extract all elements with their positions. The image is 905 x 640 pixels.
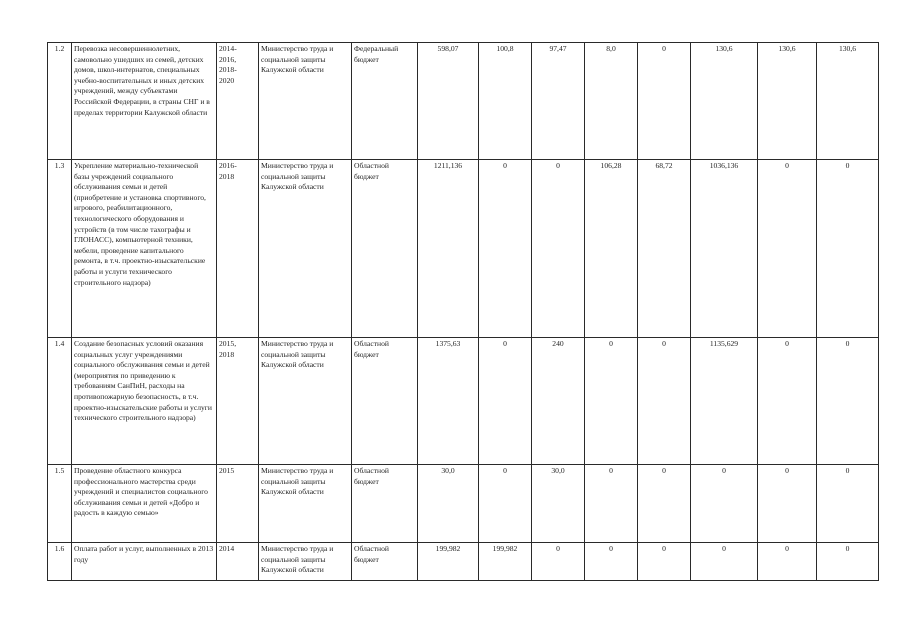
row-number: 1.5 — [48, 465, 72, 543]
row-number: 1.6 — [48, 543, 72, 581]
activity-name: Создание безопасных условий оказания социальных услуг учреждениями социального обслуживания семьи и детей (мероприятия по приведению к требованиям СанПиН, расходы на противопожарную безопасность, в т.ч. проектно-изыскательские работы и услуги технического строительного надзора) — [72, 338, 217, 465]
value-cell: 97,47 — [532, 43, 585, 160]
row-number: 1.2 — [48, 43, 72, 160]
value-cell: 130,6 — [817, 43, 879, 160]
value-cell: 0 — [758, 160, 817, 338]
activity-executor: Министерство труда и социальной защиты Калужской области — [259, 160, 352, 338]
row-number: 1.3 — [48, 160, 72, 338]
value-cell: 0 — [585, 543, 638, 581]
funding-source: Федеральный бюджет — [352, 43, 418, 160]
activity-years: 2014- 2016, 2018- 2020 — [217, 43, 259, 160]
table-row — [48, 43, 879, 160]
value-cell: 0 — [479, 160, 532, 338]
value-cell: 1211,136 — [418, 160, 479, 338]
value-cell: 199,982 — [479, 543, 532, 581]
value-cell: 0 — [532, 160, 585, 338]
value-cell: 0 — [638, 338, 691, 465]
activity-executor: Министерство труда и социальной защиты Калужской области — [259, 543, 352, 581]
funding-source: Областной бюджет — [352, 338, 418, 465]
activity-executor: Министерство труда и социальной защиты Калужской области — [259, 43, 352, 160]
value-cell: 0 — [479, 465, 532, 543]
activity-executor: Министерство труда и социальной защиты Калужской области — [259, 465, 352, 543]
value-cell: 0 — [638, 43, 691, 160]
value-cell: 68,72 — [638, 160, 691, 338]
value-cell: 0 — [758, 338, 817, 465]
value-cell: 0 — [532, 543, 585, 581]
value-cell: 0 — [817, 465, 879, 543]
activity-years: 2015 — [217, 465, 259, 543]
value-cell: 199,982 — [418, 543, 479, 581]
value-cell: 0 — [479, 338, 532, 465]
activity-executor: Министерство труда и социальной защиты Калужской области — [259, 338, 352, 465]
funding-source: Областной бюджет — [352, 543, 418, 581]
value-cell: 1135,629 — [691, 338, 758, 465]
value-cell: 0 — [638, 465, 691, 543]
value-cell: 30,0 — [418, 465, 479, 543]
value-cell: 106,28 — [585, 160, 638, 338]
value-cell: 240 — [532, 338, 585, 465]
value-cell: 0 — [585, 465, 638, 543]
value-cell: 0 — [638, 543, 691, 581]
value-cell: 0 — [585, 338, 638, 465]
value-cell: 30,0 — [532, 465, 585, 543]
activity-years: 2014 — [217, 543, 259, 581]
value-cell: 130,6 — [691, 43, 758, 160]
value-cell: 1375,63 — [418, 338, 479, 465]
value-cell: 0 — [758, 465, 817, 543]
value-cell: 0 — [691, 465, 758, 543]
funding-source: Областной бюджет — [352, 465, 418, 543]
value-cell: 100,8 — [479, 43, 532, 160]
value-cell: 8,0 — [585, 43, 638, 160]
value-cell: 0 — [817, 338, 879, 465]
table-row — [48, 160, 879, 338]
value-cell: 130,6 — [758, 43, 817, 160]
value-cell: 0 — [758, 543, 817, 581]
table-row — [48, 338, 879, 465]
row-number: 1.4 — [48, 338, 72, 465]
activity-name: Укрепление материально-технической базы учреждений социального обслуживания семьи и детей (приобретение и установка спортивного, игрового, реабилитационного, технологического оборудования и устройств (в том числе тахографы и ГЛОНАСС), компьютерной техники, мебели, проведение капитального ремонта, в т.ч. проектно-изыскательские работы и услуги технического строительного надзора) — [72, 160, 217, 338]
value-cell: 0 — [691, 543, 758, 581]
table-row — [48, 465, 879, 543]
activity-name: Перевозка несовершеннолетних, самовольно ушедших из семей, детских домов, школ-интернатов, специальных учебно-воспитательных и иных детских учреждений, между субъектами Российской Федерации, в страны СНГ и в пределах территории Калужской области — [72, 43, 217, 160]
value-cell: 0 — [817, 543, 879, 581]
funding-source: Областной бюджет — [352, 160, 418, 338]
activity-years: 2016- 2018 — [217, 160, 259, 338]
program-activities-table — [47, 42, 879, 581]
value-cell: 0 — [817, 160, 879, 338]
value-cell: 598,07 — [418, 43, 479, 160]
table-row — [48, 543, 879, 581]
activity-name: Проведение областного конкурса профессионального мастерства среди учреждений и специалистов социального обслуживания семьи и детей «Добро и радость в каждую семью» — [72, 465, 217, 543]
value-cell: 1036,136 — [691, 160, 758, 338]
activity-name: Оплата работ и услуг, выполненных в 2013 году — [72, 543, 217, 581]
activity-years: 2015, 2018 — [217, 338, 259, 465]
